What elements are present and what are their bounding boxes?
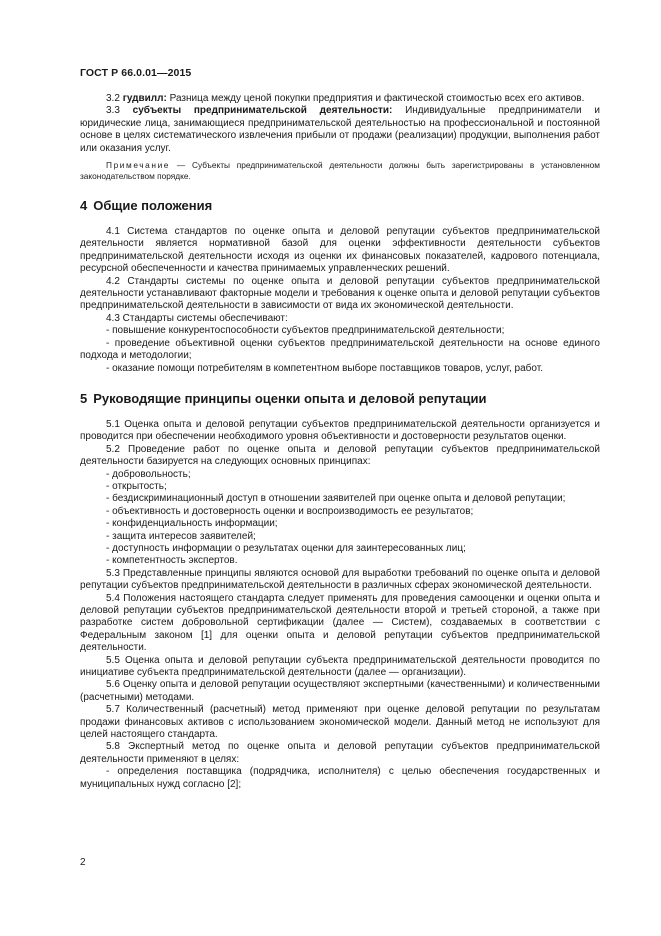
definition-number: 3.3 — [106, 105, 120, 117]
list-item: - объективность и достоверность оценки и воспроизводимость ее результатов; — [106, 505, 474, 517]
paragraph-4-2: 4.2 Стандарты системы по оценке опыта и деловой репутации субъектов предпринимательской деятельности устанавливают факторные модели и требования к оценке опыта и деловой репутации субъектов предпринимательской деятельности в зависимости от вида их экономической деятельности. — [80, 275, 600, 312]
paragraph-5-5: 5.5 Оценка опыта и деловой репутации субъекта предпринимательской деятельности проводится по инициативе субъекта предпринимательской деятельности (далее — организации). — [80, 654, 600, 679]
list-item: - определения поставщика (подрядчика, исполнителя) с целью обеспечения государственных и муниципальных нужд согласно [2]; — [80, 766, 600, 790]
list-item: - конфиденциальность информации; — [106, 518, 278, 530]
list-item: - оказание помощи потребителям в компетентном выборе поставщиков товаров, услуг, работ. — [106, 362, 543, 374]
list-item: - защита интересов заявителей; — [106, 530, 256, 542]
section-4-heading — [80, 198, 600, 213]
section-title: Руководящие принципы оценки опыта и деловой репутации — [93, 390, 487, 406]
note-label: Примечание — [106, 160, 171, 171]
note — [80, 160, 600, 182]
paragraph-5-1: 5.1 Оценка опыта и деловой репутации субъектов предпринимательской деятельности организуется и проводится при обеспечении необходимого уровня объективности и достоверности результатов оценки. — [80, 418, 600, 443]
list-item: - компетентность экспертов. — [106, 555, 238, 567]
definition-3-3 — [80, 105, 600, 155]
section-title: Общие положения — [93, 198, 213, 214]
note-dash: — — [170, 160, 192, 171]
list-item: - бездискриминационный доступ в отношении заявителей при оценке опыта и деловой репутации; — [106, 493, 566, 505]
paragraph-5-6: 5.6 Оценку опыта и деловой репутации осуществляют экспертными (качественными) и количественными (расчетными) методами. — [80, 679, 600, 703]
section-number: 5 — [80, 390, 88, 406]
definition-term: гудвилл: — [122, 93, 167, 104]
paragraph-4-1: 4.1 Система стандартов по оценке опыта и деловой репутации субъектов предпринимательской деятельности является нормативной базой для оценки эффективности деятельности субъектов предпринимательской деятельности исходя из оценки их финансовых показателей, кадрового потенциала, ресурсной обеспеченности и качества принимаемых управленческих решений. — [80, 226, 600, 275]
section-5-heading — [80, 391, 600, 406]
list-item: - открытость; — [106, 480, 167, 492]
list-item: - доступность информации о результатах оценки для заинтересованных лиц; — [106, 542, 466, 554]
paragraph-5-4: 5.4 Положения настоящего стандарта следует применять для проведения самооценки и оценки опыта и деловой репутации субъектов предпринимательской деятельности второй и третьей стороной, а также при разработке систем добровольной сертификации (далее — Систем), создаваемых в соответствии с Федеральным законом [1] для оценки опыта и деловой репутации субъектов предпринимательской деятельности. — [80, 592, 600, 654]
paragraph-4-3: 4.3 Стандарты системы обеспечивают: — [106, 312, 288, 324]
page-number: 2 — [80, 857, 86, 868]
paragraph-5-2: 5.2 Проведение работ по оценке опыта и деловой репутации субъектов предпринимательской деятельности базируется на следующих основных принципах: — [80, 443, 600, 468]
note-text: Субъекты предпринимательской деятельности должны быть зарегистрированы в установленном законодательством порядке. — [80, 160, 600, 182]
list-item: - добровольность; — [106, 468, 191, 480]
paragraph-5-8: 5.8 Экспертный метод по оценке опыта и деловой репутации субъектов предпринимательской деятельности применяют в целях: — [80, 741, 600, 765]
paragraph-5-3: 5.3 Представленные принципы являются основой для выработки требований по оценке опыта и деловой репутации субъектов предпринимательской деятельности в различных сферах экономической деятельности. — [80, 567, 600, 592]
paragraph-5-7: 5.7 Количественный (расчетный) метод применяют при оценке деловой репутации по результатам продажи финансовых активов с использованием экономической модели. Данный метод не используют для целей настоящего стандарта. — [80, 704, 600, 741]
document-code-header: ГОСТ Р 66.0.01—2015 — [80, 67, 192, 79]
list-item: - повышение конкурентоспособности субъектов предпринимательской деятельности; — [106, 325, 505, 337]
definition-text: Индивидуальные предприниматели и юридические лица, занимающиеся предпринимательской деятельностью на профессиональной и постоянной основе в целях систематического извлечения прибыли от продажи (реализации) продукции, выполнения работ или оказания услуг. — [80, 105, 600, 154]
definition-text: Разница между ценой покупки предприятия и фактической стоимостью всех его активов. — [166, 93, 585, 104]
document-body — [80, 93, 600, 791]
definition-term: субъекты предпринимательской деятельности: — [132, 105, 393, 117]
definition-number: 3.2 — [106, 93, 120, 104]
definition-3-2 — [80, 93, 600, 105]
section-number: 4 — [80, 198, 88, 214]
list-item: - проведение объективной оценки субъектов предпринимательской деятельности на основе единого подхода и методологии; — [80, 337, 600, 362]
